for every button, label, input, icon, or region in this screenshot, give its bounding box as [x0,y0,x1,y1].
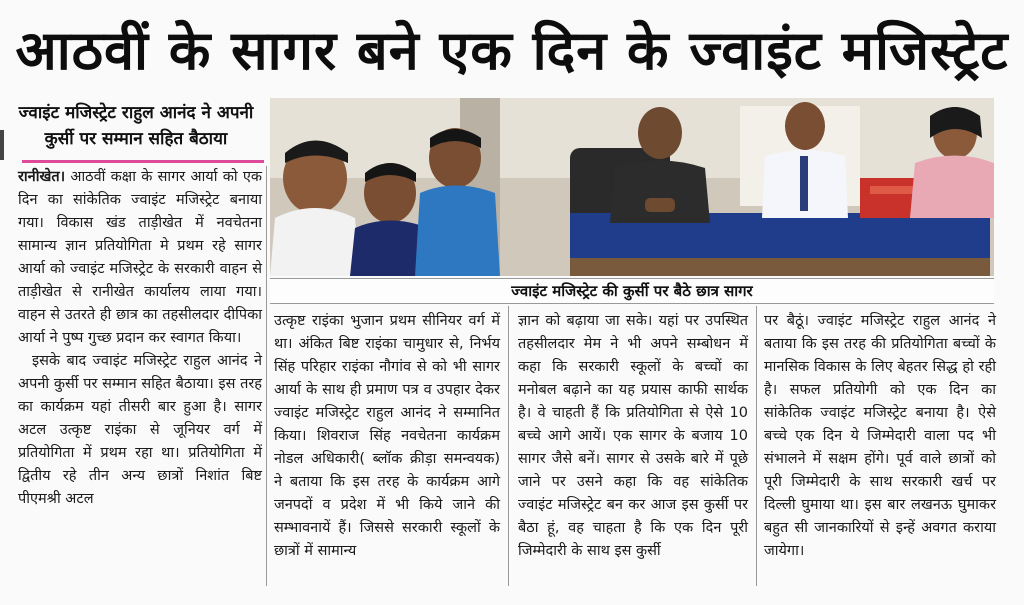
column-3-text: ज्ञान को बढ़ाया जा सके। यहां पर उपस्थित तहसीलदार मेम ने भी अपने सम्बोधन में कहा कि सरकारी स्कूलों के बच्चों का मनोबल बढ़ाने का यह प्रयास काफी सार्थक है। वे चाहती हैं कि प्रतियोगिता से ऐसे 10 बच्चे आगे आयें। एक सागर के बजाय 10 सागर जैसे बनें। सागर से उसके बारे में पूछे जाने पर उसने कहा कि वह सांकेतिक ज्वाइंट मजिस्ट्रेट बन कर आज इस कुर्सी पर बैठा हूं, वह चाहता है कि एक दिन पूरी जिम्मेदारी के साथ इस कुर्सी [518,313,748,559]
article-column-1 [18,166,262,511]
column-1-paragraph-2: इसके बाद ज्वाइंट मजिस्ट्रेट राहुल आनंद ने अपनी कुर्सी पर सम्मान सहित बैठाया। इस तरह का कार्यक्रम यहां तीसरी बार हुआ है। सागर अटल उत्कृष्ट राइंका से जूनियर वर्ग में प्रतियोगिता में प्रथम रहा था। प्रतियोगिता में द्वितीय रहे तीन अन्य छात्रों निशांत बिष्ट पीएमश्री अटल [18,353,262,507]
subheadline: ज्वाइंट मजिस्ट्रेट राहुल आनंद ने अपनी कुर्सी पर सम्मान सहित बैठाया [18,103,254,149]
column-divider [266,166,267,586]
dateline: रानीखेत। [18,169,66,185]
subheadline-rule [22,160,264,163]
headline: आठवीं के सागर बने एक दिन के ज्वाइंट मजिस्ट्रेट [15,19,1009,82]
article-column-2 [274,310,500,563]
news-photo-illustration [270,98,994,276]
article-column-4 [764,310,996,563]
column-4-text: पर बैठूं। ज्वाइंट मजिस्ट्रेट राहुल आनंद ने बताया कि इस तरह की प्रतियोगिता बच्चों के मानसिक विकास के लिए बेहतर सिद्ध हो रही है। सफल प्रतियोगी को एक दिन का सांकेतिक ज्वाइंट मजिस्ट्रेट बनाया है। ऐसे बच्चे एक दिन ये जिम्मेदारी वाला पद भी संभालने में सक्षम होंगे। पूर्व वाले छात्रों को पूरी जिम्मेदारी के साथ सरकारी खर्च पर दिल्ली घुमाया था। इस बार लखनऊ घुमाकर बहुत सी जानकारियों से इन्हें अवगत कराया जायेगा। [764,313,996,559]
column-edge-marker [0,130,4,160]
column-1-paragraph-1: आठवीं कक्षा के सागर आर्या को एक दिन का सांकेतिक ज्वाइंट मजिस्ट्रेट बनाया गया। विकास खंड ताड़ीखेत में नवचेतना सामान्य ज्ञान प्रतियोगिता मे प्रथम रहे सागर आर्या को ज्वाइंट मजिस्ट्रेट के सरकारी वाहन से ताड़ीखेत से रानीखेत कार्यालय लाया गया। वाहन से उतरते ही छात्र का तहसीलदार दीपिका आर्या ने पुष्प गुच्छ प्रदान कर स्वागत किया। [18,169,262,346]
article-column-3 [518,310,748,563]
column-divider [756,306,757,586]
news-photo [270,98,994,276]
column-divider [508,306,509,586]
photo-caption: ज्वाइंट मजिस्ट्रेट की कुर्सी पर बैठे छात्र सागर [270,278,994,304]
column-2-text: उत्कृष्ट राइंका भुजान प्रथम सीनियर वर्ग में था। अंकित बिष्ट राइंका चामुधार से, निर्भय सिंह परिहार राइंका नौगांव से को भी सागर आर्या के साथ ही प्रमाण पत्र व उपहार देकर ज्वाइंट मजिस्ट्रेट राहुल आनंद ने सम्मानित किया। शिवराज सिंह नवचेतना कार्यक्रम नोडल अधिकारी( ब्लॉक क्रीड़ा समन्वयक) ने बताया कि इस तरह के कार्यक्रम आगे जनपदों व प्रदेश में भी किये जाने की सम्भावनायें हैं। जिससे सरकारी स्कूलों के छात्रों में सामान्य [274,313,500,559]
